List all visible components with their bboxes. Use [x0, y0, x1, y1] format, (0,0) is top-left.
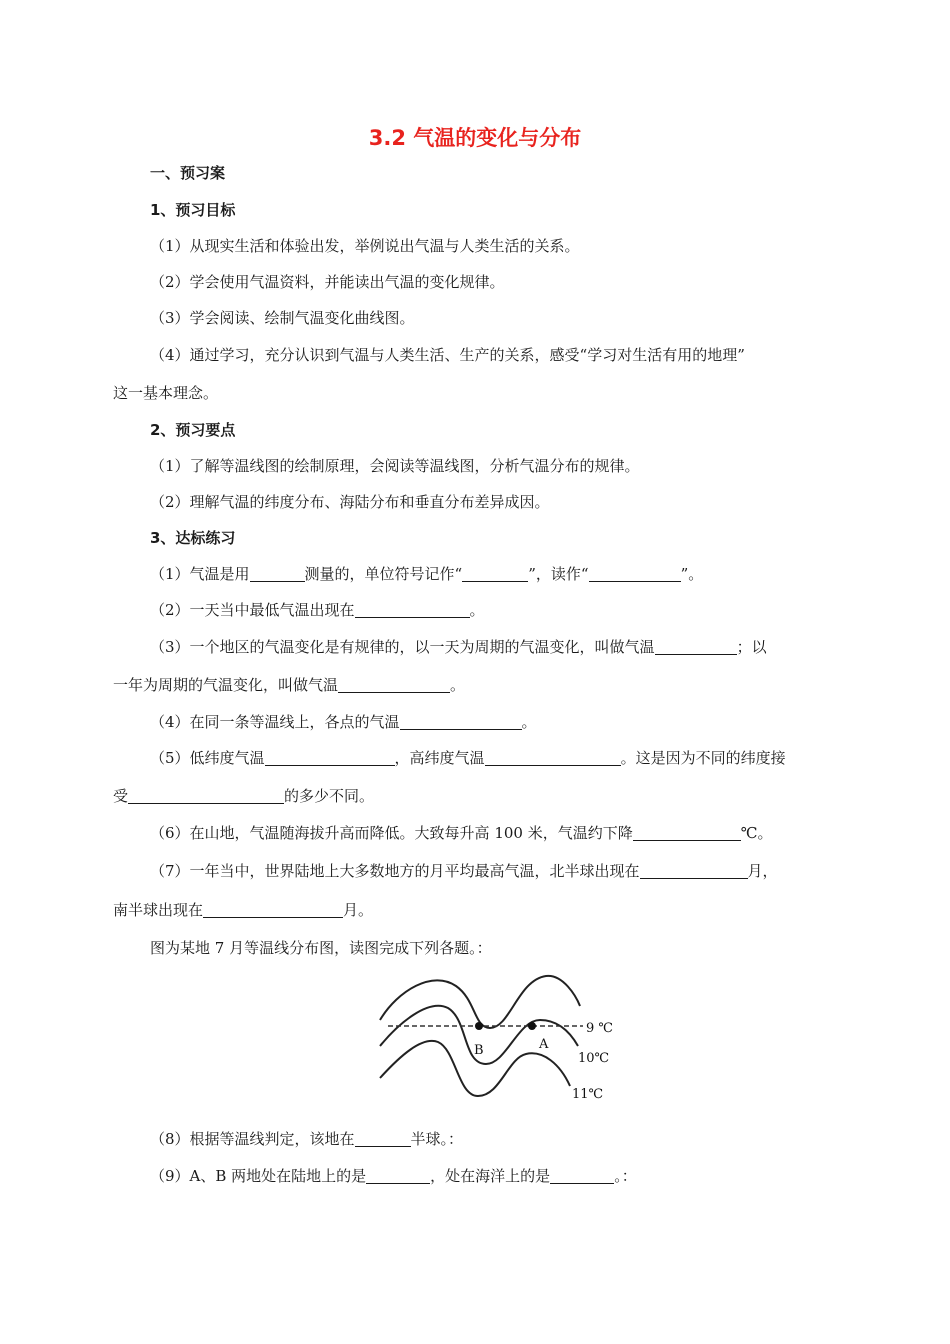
exercise-2: [150, 599, 485, 621]
exercise-9-blank-ocean[interactable]: [550, 1167, 614, 1184]
exercise-5-line1: [150, 747, 786, 769]
isotherm-map: [378, 968, 618, 1108]
point-a-marker: [528, 1022, 536, 1030]
exercise-7-blank-south[interactable]: [203, 901, 343, 918]
exercise-5-text-e: 的多少不同。: [284, 787, 375, 805]
exercise-5-line2: [113, 785, 374, 807]
exercise-2-text-a: （2）一天当中最低气温出现在: [150, 601, 355, 619]
exercise-5-text-c: 。这是因为不同的纬度接: [620, 749, 786, 767]
exercise-5-text-b: ，高纬度气温: [394, 749, 485, 767]
exercise-9-blank-land[interactable]: [366, 1167, 430, 1184]
exercise-3-line2: [113, 674, 465, 696]
exercise-5-text-d: 受: [113, 787, 129, 805]
exercise-1-blank-symbol[interactable]: [462, 565, 528, 582]
goal-4-line1: （4）通过学习，充分认识到气温与人类生活、生产的关系，感受“学习对生活有用的地理”: [150, 346, 745, 364]
goal-3: （3）学会阅读、绘制气温变化曲线图。: [150, 309, 415, 327]
section-heading-goals: 1、预习目标: [150, 201, 236, 219]
exercise-1-blank-instrument[interactable]: [250, 565, 305, 582]
isotherm-9-label: 9 ℃: [586, 1021, 613, 1036]
point-b-label: B: [474, 1043, 484, 1058]
goal-2: （2）学会使用气温资料，并能读出气温的变化规律。: [150, 273, 505, 291]
section-heading-exercises: 3、达标练习: [150, 529, 236, 547]
exercise-7-line1: [150, 860, 778, 882]
exercise-6-text-b: ℃。: [740, 824, 773, 842]
exercise-1: [150, 563, 703, 585]
keypoint-2: （2）理解气温的纬度分布、海陆分布和垂直分布差异成因。: [150, 493, 550, 511]
exercise-3-text-a: （3）一个地区的气温变化是有规律的，以一天为周期的气温变化，叫做气温: [150, 638, 655, 656]
exercise-5-blank-low[interactable]: [265, 749, 395, 766]
keypoint-1: （1）了解等温线图的绘制原理，会阅读等温线图，分析气温分布的规律。: [150, 457, 640, 475]
exercise-1-text-d: ”。: [680, 565, 704, 583]
exercise-8-text-b: 半球。：: [410, 1130, 464, 1148]
point-b-marker: [475, 1022, 483, 1030]
exercise-9-text-b: ，处在海洋上的是: [430, 1167, 551, 1185]
exercise-3-blank-annual[interactable]: [338, 676, 450, 693]
exercise-1-text-a: （1）气温是用: [150, 565, 250, 583]
exercise-3-text-d: 。: [450, 676, 466, 694]
exercise-3-text-b: ；以: [736, 638, 767, 656]
isotherm-11-label: 11℃: [572, 1087, 604, 1102]
exercise-6: [150, 822, 773, 844]
exercise-3-blank-daily[interactable]: [655, 638, 737, 655]
exercise-6-text-a: （6）在山地，气温随海拔升高而降低。大致每升高 100 米，气温约下降: [150, 824, 633, 842]
exercise-7-text-a: （7）一年当中，世界陆地上大多数地方的月平均最高气温，北半球出现在: [150, 862, 640, 880]
exercise-9: [150, 1165, 637, 1187]
section-heading-keypoints: 2、预习要点: [150, 421, 236, 439]
exercise-8-blank[interactable]: [355, 1130, 411, 1147]
exercise-4-text-a: （4）在同一条等温线上，各点的气温: [150, 713, 400, 731]
exercise-4-text-b: 。: [521, 713, 537, 731]
exercise-6-blank[interactable]: [633, 824, 741, 841]
exercise-5-text-a: （5）低纬度气温: [150, 749, 265, 767]
exercise-9-text-c: 。：: [614, 1167, 637, 1185]
isotherm-10-label: 10℃: [578, 1051, 610, 1066]
isotherm-9: [380, 976, 580, 1028]
exercise-4: [150, 711, 537, 733]
exercise-3-line1: [150, 636, 767, 658]
figure-intro: 图为某地 7 月等温线分布图，读图完成下列各题。：: [150, 939, 492, 957]
exercise-2-text-b: 。: [469, 601, 485, 619]
exercise-7-line2: [113, 899, 373, 921]
exercise-7-blank-north[interactable]: [640, 862, 748, 879]
exercise-4-blank[interactable]: [400, 713, 522, 730]
exercise-7-text-d: 月。: [343, 901, 374, 919]
point-a-label: A: [539, 1037, 549, 1052]
exercise-5-blank-reason[interactable]: [128, 787, 284, 804]
goal-4-line2: 这一基本理念。: [113, 384, 219, 402]
exercise-1-text-c: ”，读作“: [528, 565, 589, 583]
section-heading-preview: 一、预习案: [150, 164, 226, 182]
exercise-8: [150, 1128, 463, 1150]
page-title: 3.2 气温的变化与分布: [368, 126, 582, 150]
exercise-3-text-c: 一年为周期的气温变化，叫做气温: [113, 676, 339, 694]
exercise-9-text-a: （9）A、B 两地处在陆地上的是: [150, 1167, 367, 1185]
exercise-7-text-b: 月，: [747, 862, 778, 880]
exercise-2-blank[interactable]: [355, 601, 470, 618]
exercise-8-text-a: （8）根据等温线判定，该地在: [150, 1130, 355, 1148]
exercise-7-text-c: 南半球出现在: [113, 901, 204, 919]
exercise-5-blank-high[interactable]: [485, 749, 621, 766]
exercise-1-blank-reading[interactable]: [589, 565, 681, 582]
exercise-1-text-b: 测量的，单位符号记作“: [304, 565, 463, 583]
goal-1: （1）从现实生活和体验出发，举例说出气温与人类生活的关系。: [150, 237, 580, 255]
